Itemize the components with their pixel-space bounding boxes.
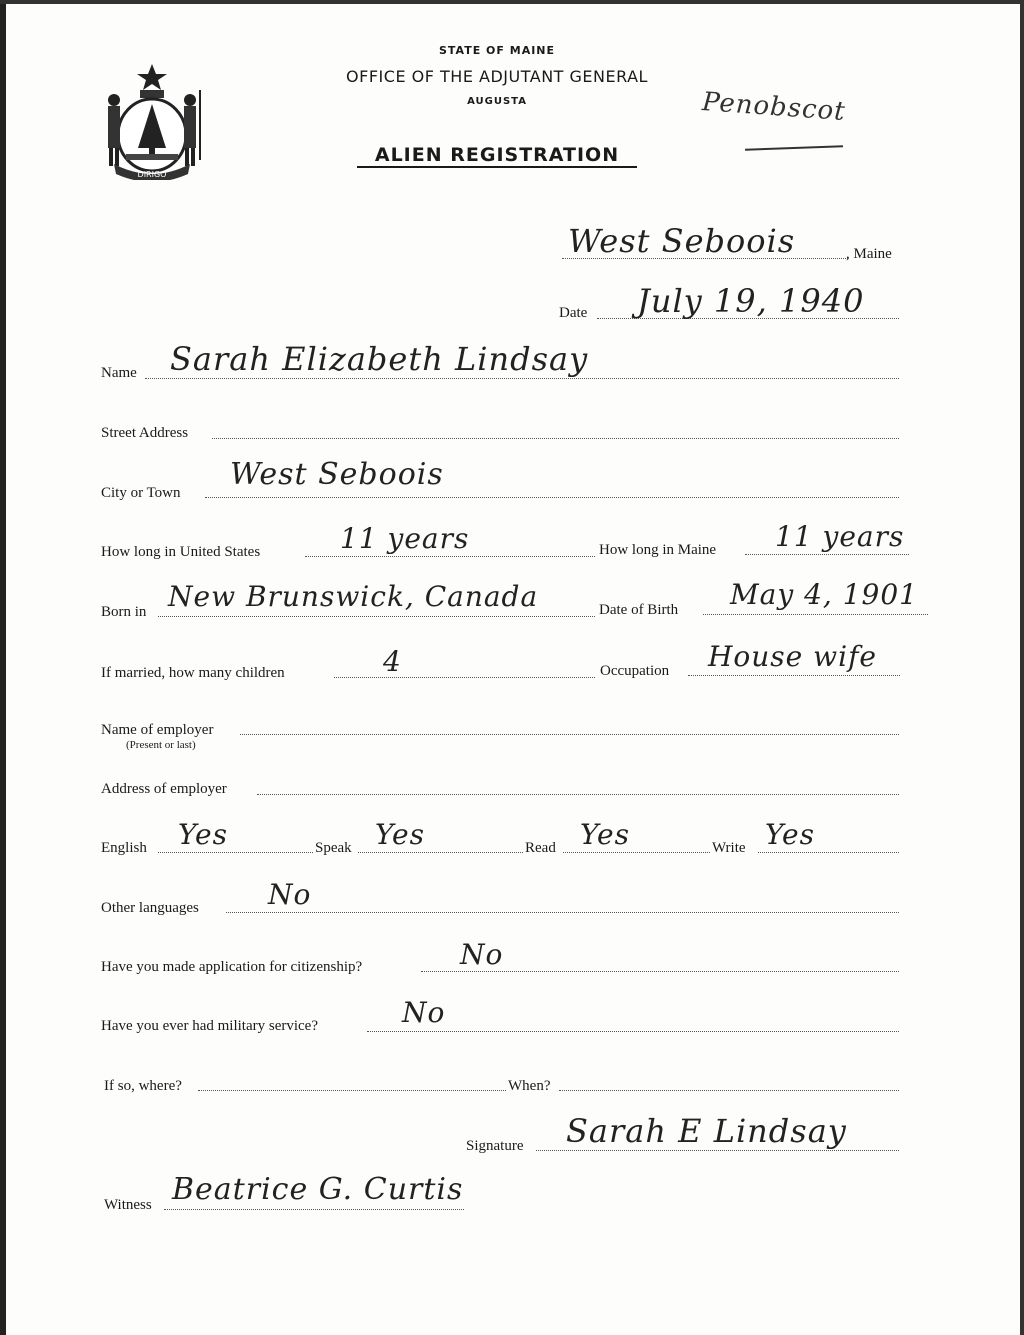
read-label: Read bbox=[525, 840, 556, 856]
name-label: Name bbox=[101, 365, 137, 381]
dob-line bbox=[703, 614, 928, 615]
employer-label: Name of employer bbox=[101, 722, 214, 738]
years-us-value: 11 years bbox=[340, 522, 470, 555]
city-value: West Seboois bbox=[230, 457, 444, 492]
years-maine-label: How long in Maine bbox=[599, 542, 717, 558]
dob-value: May 4, 1901 bbox=[730, 578, 918, 611]
citizenship-value: No bbox=[460, 938, 504, 971]
read-line bbox=[563, 852, 710, 853]
witness-value: Beatrice G. Curtis bbox=[172, 1172, 464, 1207]
children-label: If married, how many children bbox=[101, 665, 285, 681]
write-label: Write bbox=[712, 840, 746, 856]
children-value: 4 bbox=[383, 645, 402, 678]
military-value: No bbox=[402, 996, 446, 1029]
employer-line bbox=[240, 734, 899, 735]
location-value: West Seboois bbox=[568, 222, 796, 260]
signature-label: Signature bbox=[466, 1138, 524, 1154]
other-languages-line bbox=[226, 912, 899, 913]
when-line bbox=[559, 1090, 899, 1091]
military-label: Have you ever had military service? bbox=[101, 1018, 318, 1034]
years-maine-value: 11 years bbox=[775, 520, 905, 553]
signature-line bbox=[536, 1150, 899, 1151]
occupation-value: House wife bbox=[708, 640, 878, 673]
seal-motto: DIRIGO bbox=[137, 170, 167, 179]
city-line bbox=[205, 497, 899, 498]
county-annotation: Penobscot bbox=[701, 87, 847, 127]
employer-sublabel: (Present or last) bbox=[126, 739, 196, 751]
citizenship-label: Have you made application for citizenship? bbox=[101, 959, 363, 975]
speak-label: Speak bbox=[315, 840, 352, 856]
form-title: ALIEN REGISTRATION bbox=[374, 144, 620, 166]
read-value: Yes bbox=[580, 818, 630, 851]
citizenship-line bbox=[421, 971, 899, 972]
other-languages-label: Other languages bbox=[101, 900, 199, 916]
speak-line bbox=[358, 852, 523, 853]
title-underline bbox=[357, 166, 637, 168]
name-value: Sarah Elizabeth Lindsay bbox=[170, 340, 589, 378]
date-label: Date bbox=[559, 305, 588, 321]
born-in-line bbox=[158, 616, 595, 617]
english-label: English bbox=[101, 840, 147, 856]
header-city: AUGUSTA bbox=[467, 96, 527, 107]
date-value: July 19, 1940 bbox=[637, 282, 865, 320]
years-maine-line bbox=[745, 554, 909, 555]
speak-value: Yes bbox=[375, 818, 425, 851]
occupation-label: Occupation bbox=[600, 663, 670, 679]
signature-value: Sarah E Lindsay bbox=[566, 1112, 847, 1150]
street-line bbox=[212, 438, 899, 439]
english-value: Yes bbox=[178, 818, 228, 851]
header-office: OFFICE OF THE ADJUTANT GENERAL bbox=[346, 67, 648, 86]
born-in-label: Born in bbox=[101, 604, 147, 620]
name-line bbox=[145, 378, 899, 379]
scan-edge-left bbox=[0, 0, 6, 1335]
employer-address-label: Address of employer bbox=[101, 781, 227, 797]
dob-label: Date of Birth bbox=[599, 602, 679, 618]
when-label: When? bbox=[508, 1078, 551, 1094]
write-line bbox=[758, 852, 899, 853]
years-us-line bbox=[305, 556, 595, 557]
employer-address-line bbox=[257, 794, 899, 795]
city-label: City or Town bbox=[101, 485, 181, 501]
born-in-value: New Brunswick, Canada bbox=[168, 580, 539, 613]
location-suffix: , Maine bbox=[846, 246, 892, 262]
english-line bbox=[158, 852, 313, 853]
header-state: STATE OF MAINE bbox=[438, 44, 556, 57]
street-label: Street Address bbox=[101, 425, 189, 441]
occupation-line bbox=[688, 675, 900, 676]
other-languages-value: No bbox=[268, 878, 312, 911]
witness-line bbox=[164, 1209, 464, 1210]
military-line bbox=[367, 1031, 899, 1032]
years-us-label: How long in United States bbox=[101, 544, 261, 560]
where-label: If so, where? bbox=[104, 1078, 182, 1094]
witness-label: Witness bbox=[104, 1197, 152, 1213]
children-line bbox=[334, 677, 595, 678]
write-value: Yes bbox=[765, 818, 815, 851]
where-line bbox=[198, 1090, 506, 1091]
scan-edge-right bbox=[1020, 0, 1024, 1335]
scan-edge-top bbox=[0, 0, 1024, 4]
